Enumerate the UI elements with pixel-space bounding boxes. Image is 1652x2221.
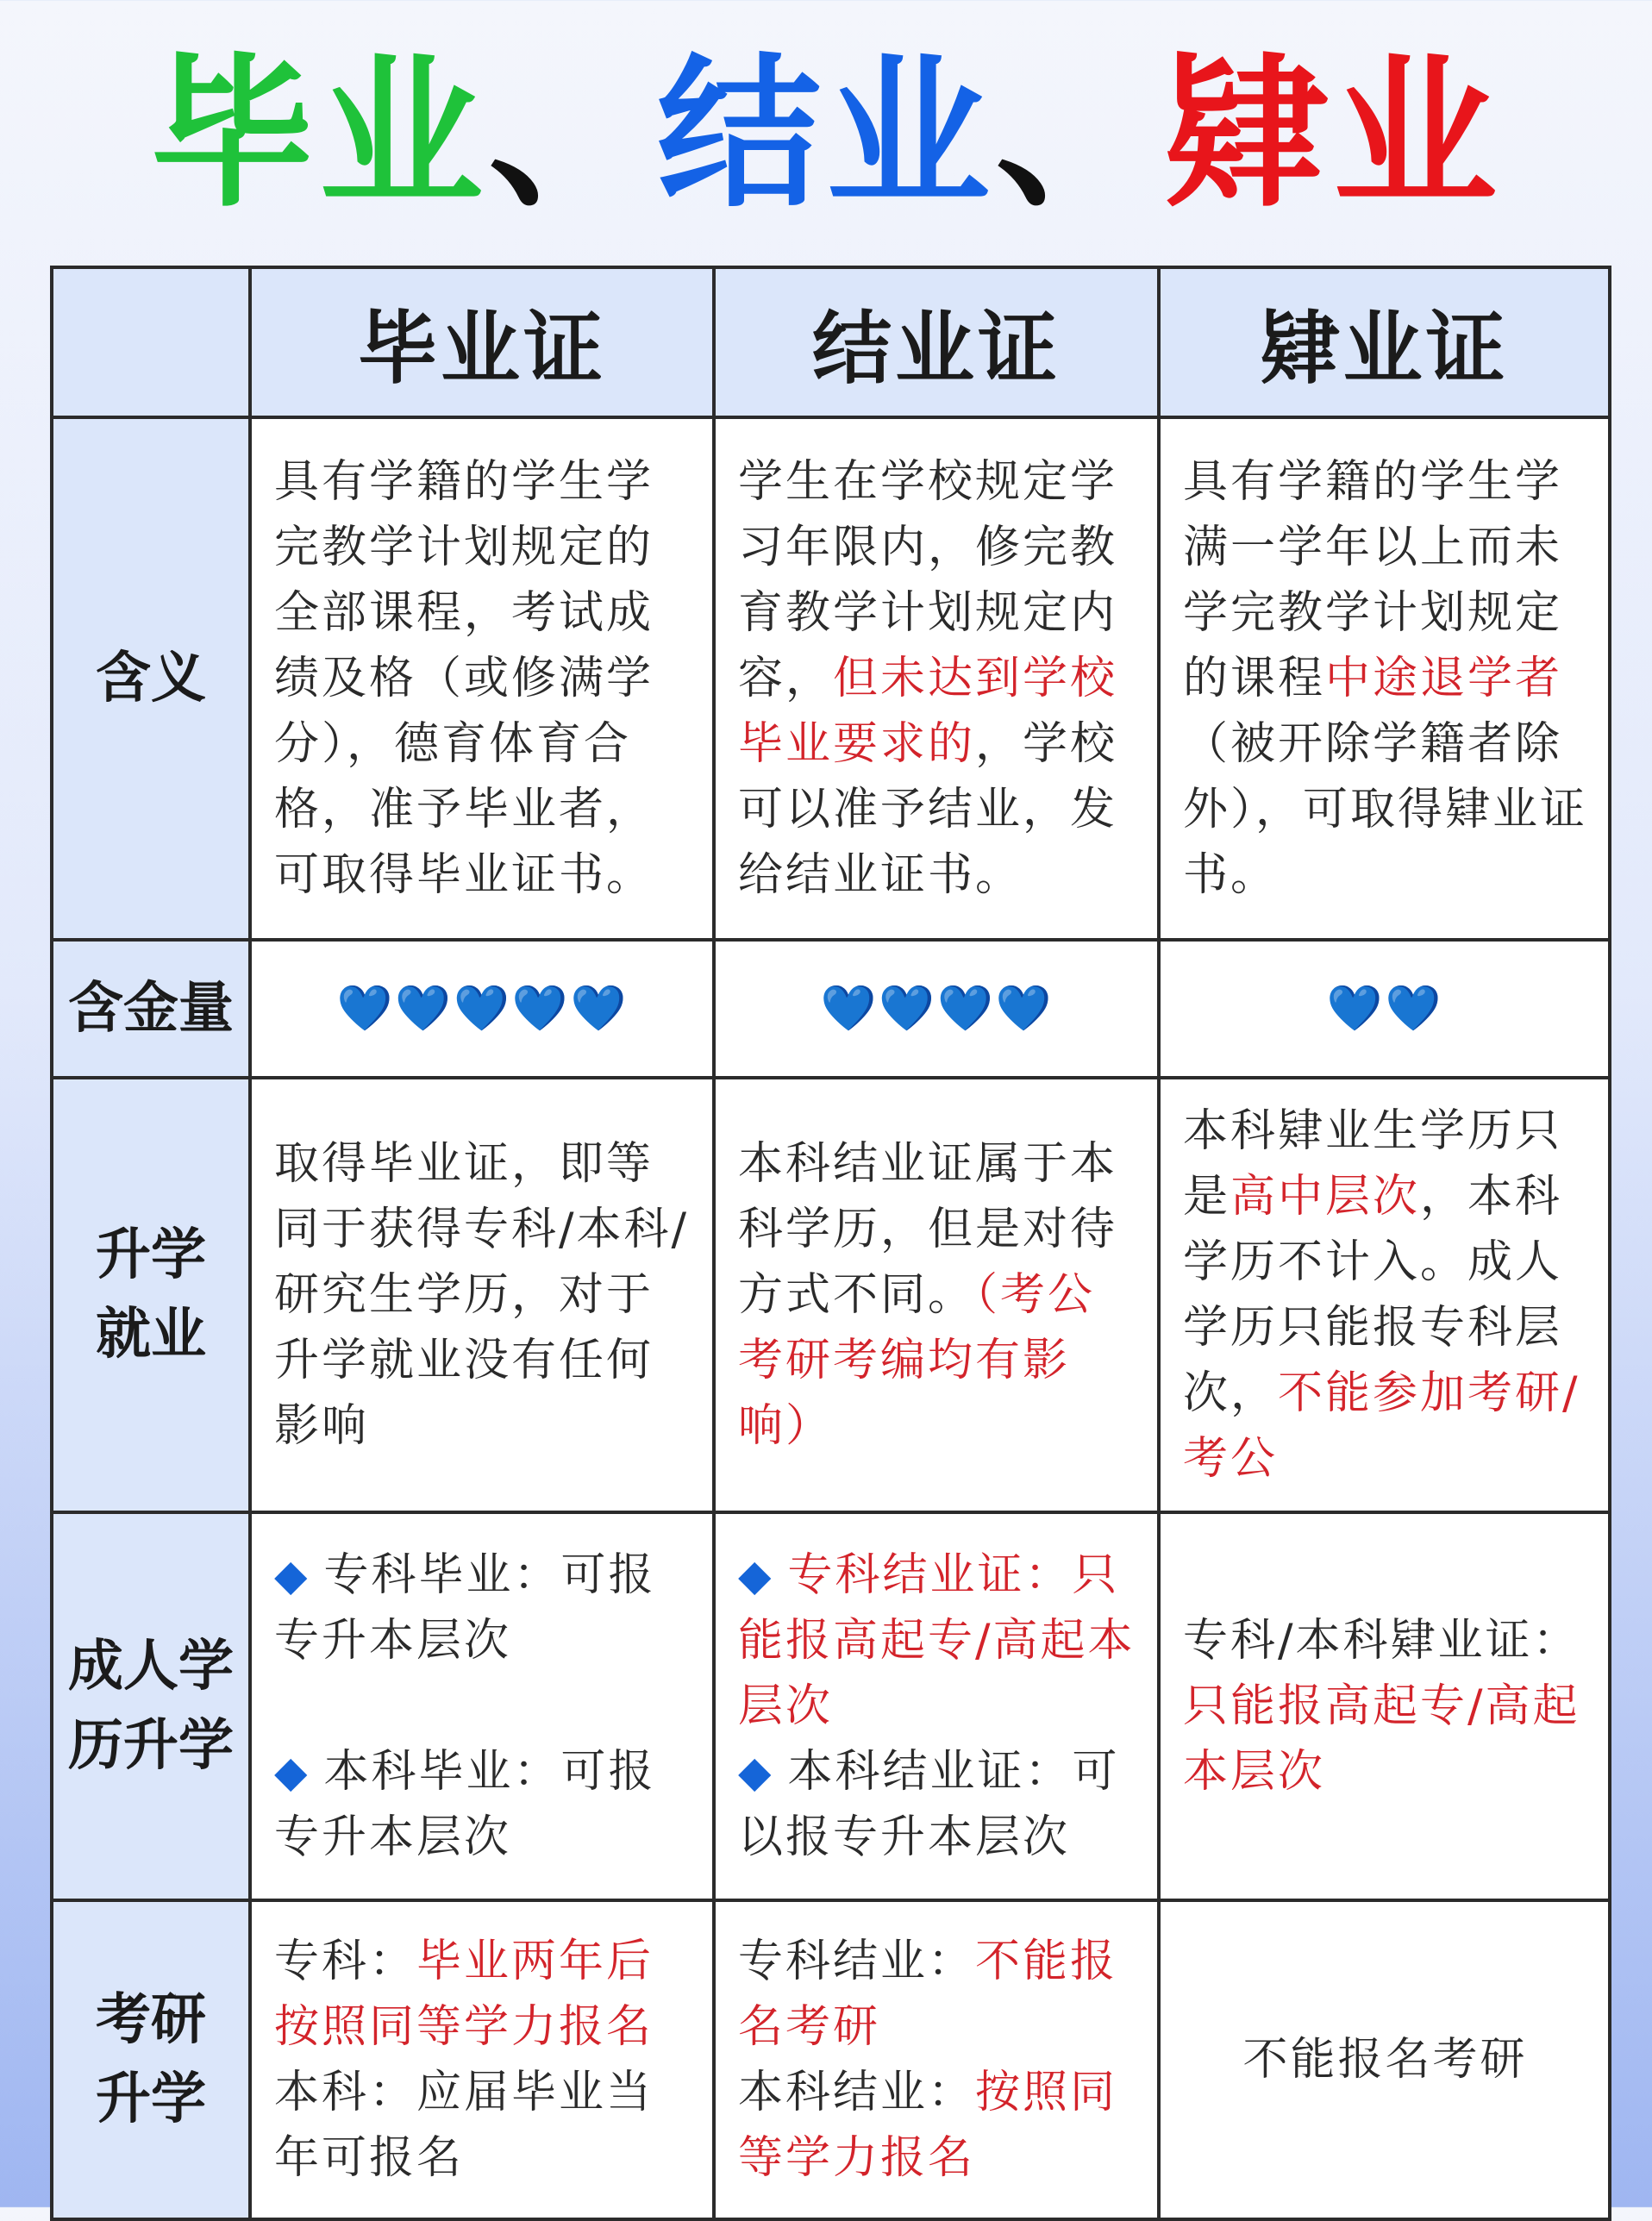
meaning-completion: 学生在学校规定学习年限内，修完教育教学计划规定内容，但未达到学校毕业要求的，学校可以准予结业，发给结业证书。 <box>714 417 1159 940</box>
header-completion-cert: 结业证 <box>714 267 1159 417</box>
meaning-graduation: 具有学籍的学生学完教学计划规定的全部课程，考试成绩及格（或修满学分），德育体育合格，准予毕业者，可取得毕业证书。 <box>250 417 714 940</box>
heart-icon: 💙💙💙💙 <box>820 983 1054 1035</box>
meaning-incompletion: 具有学籍的学生学满一学年以上而未学完教学计划规定的课程中途退学者（被开除学籍者除外），可取得肄业证书。 <box>1159 417 1610 940</box>
list-item: ◆ 本科毕业：可报专升本层次 <box>274 1746 656 1863</box>
page-title <box>0 34 1652 233</box>
row-label-adult-education: 成人学 历升学 <box>52 1512 250 1900</box>
diamond-icon: ◆ <box>274 1747 310 1797</box>
row-value <box>52 940 1610 1078</box>
diamond-icon: ◆ <box>738 1747 774 1797</box>
list-item: ◆ 专科结业证：只能报高起专/高起本层次 <box>738 1549 1136 1732</box>
row-adult-education <box>52 1512 1610 1900</box>
heart-icon: 💙💙 <box>1326 983 1444 1035</box>
comparison-table <box>50 266 1611 2221</box>
diamond-icon: ◆ <box>274 1550 310 1600</box>
title-graduation: 毕业 <box>149 37 488 229</box>
row-label-meaning: 含义 <box>52 417 250 940</box>
heart-icon: 💙💙💙💙💙 <box>336 983 629 1035</box>
exam-completion: 专科结业：不能报名考研 本科结业：按照同等学力报名 <box>714 1900 1159 2219</box>
row-label-value: 含金量 <box>52 940 250 1078</box>
value-incompletion-hearts <box>1159 940 1610 1078</box>
title-separator: 、 <box>487 37 657 229</box>
row-label-postgrad-exam: 考研 升学 <box>52 1900 250 2219</box>
title-incompletion: 肄业 <box>1164 37 1503 229</box>
career-graduation: 取得毕业证，即等同于获得专科/本科/研究生学历，对于升学就业没有任何影响 <box>250 1078 714 1512</box>
value-completion-hearts <box>714 940 1159 1078</box>
list-item: ◆ 本科结业证：可以报专升本层次 <box>738 1746 1120 1863</box>
row-label-career: 升学 就业 <box>52 1078 250 1512</box>
diamond-icon: ◆ <box>738 1550 774 1600</box>
exam-incompletion: 不能报名考研 <box>1159 1900 1610 2219</box>
row-meaning <box>52 417 1610 940</box>
adult-completion <box>714 1512 1159 1900</box>
header-graduation-cert: 毕业证 <box>250 267 714 417</box>
corner-cell <box>52 267 250 417</box>
title-completion: 结业 <box>656 37 995 229</box>
header-incompletion-cert: 肄业证 <box>1159 267 1610 417</box>
adult-incompletion: 专科/本科肄业证：只能报高起专/高起本层次 <box>1159 1512 1610 1900</box>
career-incompletion: 本科肄业生学历只是高中层次，本科学历不计入。成人学历只能报专科层次，不能参加考研/考公 <box>1159 1078 1610 1512</box>
title-separator: 、 <box>995 37 1165 229</box>
row-postgrad-exam <box>52 1900 1610 2219</box>
value-graduation-hearts <box>250 940 714 1078</box>
row-career <box>52 1078 1610 1512</box>
career-completion: 本科结业证属于本科学历，但是对待方式不同。（考公考研考编均有影响） <box>714 1078 1159 1512</box>
exam-graduation: 专科：毕业两年后按照同等学力报名 本科：应届毕业当年可报名 <box>250 1900 714 2219</box>
list-item: ◆ 专科毕业：可报专升本层次 <box>274 1549 656 1667</box>
adult-graduation <box>250 1512 714 1900</box>
header-row <box>52 267 1610 417</box>
